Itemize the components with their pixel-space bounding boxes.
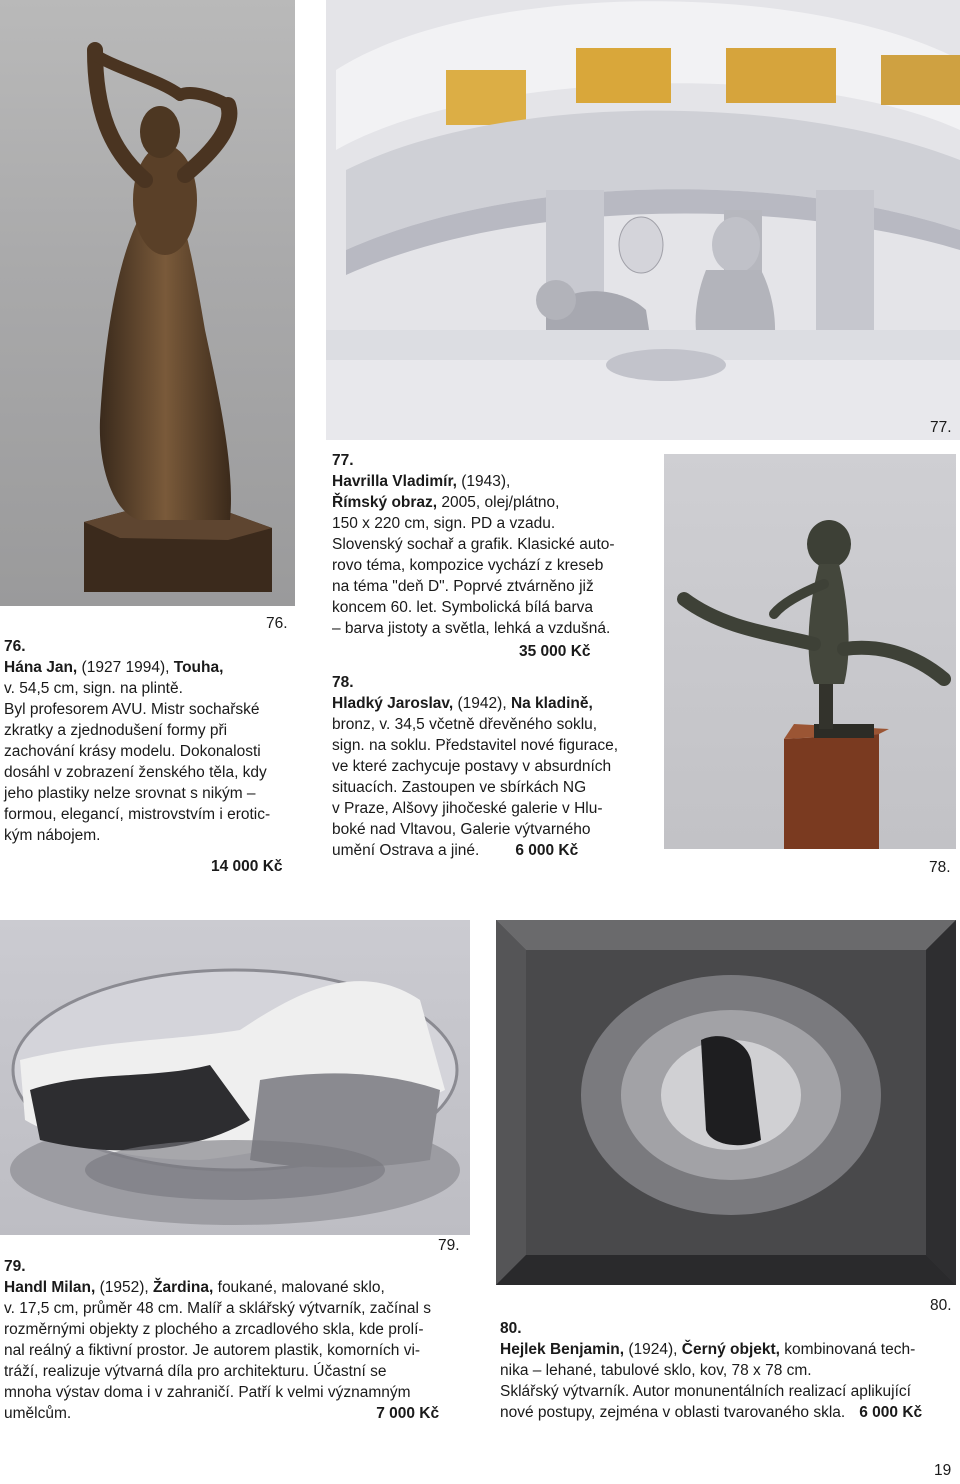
lot-76-line: zachování krásy modelu. Dokonalosti — [4, 743, 261, 760]
lot-76-years: (1927 1994), — [77, 659, 174, 676]
lot-77-line: – barva jistoty a světla, lehká a vzdušná. — [332, 620, 611, 637]
lot-78-text — [332, 672, 642, 861]
lot-77-number: 77. — [332, 452, 354, 469]
lot-76-number: 76. — [4, 638, 26, 655]
lot-77-line: rovo téma, kompozice vychází z kreseb — [332, 557, 604, 574]
lot-78-line: bronz, v. 34,5 včetně dřevěného soklu, — [332, 716, 598, 733]
lot-79-line: v. 17,5 cm, průměr 48 cm. Malíř a sklářský výtvarník, začínal s — [4, 1300, 431, 1317]
lot-77-title-line — [332, 492, 632, 513]
lot-78-years: (1942), — [453, 695, 511, 712]
lot-79-title: Žardina, — [153, 1279, 214, 1296]
lot-78-price: 6 000 Kč — [515, 842, 579, 859]
photo-label-79: 79. — [438, 1237, 460, 1254]
lot-79-last-text: umělcům. — [4, 1405, 72, 1422]
lot-78-line: sign. na soklu. Představitel nové figurace, — [332, 737, 619, 754]
page-number: 19 — [934, 1462, 952, 1479]
lot-78-title: Na kladině, — [510, 695, 593, 712]
lot-77-headline — [332, 471, 632, 492]
lot-79-headline — [4, 1277, 474, 1298]
lot-76-line: formou, elegancí, mistrovstvím i erotic- — [4, 806, 271, 823]
lot-80-last-text: nové postupy, zejména v oblasti tvarovaného skla. — [500, 1404, 846, 1421]
lot-78-author: Hladký Jaroslav, — [332, 695, 454, 712]
lot-76-title: Touha, — [173, 659, 224, 676]
lot-77-text — [332, 450, 632, 662]
lot-79-price: 7 000 Kč — [376, 1405, 440, 1422]
black-glass-object — [496, 920, 956, 1285]
lot-79-line: mnoha výstav doma i v zahraničí. Patří k velmi významným — [4, 1384, 411, 1401]
lot-78-line: v Praze, Alšovy jihočeské galerie v Hlu- — [332, 800, 603, 817]
lot-76-headline — [4, 657, 294, 678]
lot-79-number: 79. — [4, 1258, 26, 1275]
lot-78-headline — [332, 693, 642, 714]
lot-77-price: 35 000 Kč — [519, 643, 591, 660]
lot-77-line: koncem 60. let. Symbolická bílá barva — [332, 599, 594, 616]
lot-77-years: (1943), — [456, 473, 511, 490]
lot-79-line: nal reálný a fiktivní prostor. Je autorem plastik, komorních vi- — [4, 1342, 421, 1359]
lot-79-years: (1952), — [95, 1279, 154, 1296]
photo-label-76: 76. — [266, 615, 288, 632]
lot-76-author: Hána Jan, — [4, 659, 78, 676]
lot-79-author: Handl Milan, — [4, 1279, 96, 1296]
lot-80-line: Sklářský výtvarník. Autor monunentálních realizací aplikující — [500, 1383, 911, 1400]
photo-label-77: 77. — [930, 419, 952, 436]
lot-78-last-text: umění Ostrava a jiné. — [332, 842, 480, 859]
lot-80-author: Hejlek Benjamin, — [500, 1341, 625, 1358]
lot-76-price: 14 000 Kč — [211, 858, 283, 875]
lot-79-line: rozměrnými objekty z plochého a zrcadlového skla, kde prolí- — [4, 1321, 424, 1338]
photo-label-80: 80. — [930, 1297, 952, 1314]
lot-80-last-line — [500, 1402, 958, 1423]
photo-lot-78 — [664, 454, 956, 849]
photo-lot-77 — [326, 0, 960, 440]
lot-77-author: Havrilla Vladimír, — [332, 473, 457, 490]
lot-80-line: nika – lehané, tabulové sklo, kov, 78 x 78 cm. — [500, 1362, 812, 1379]
lot-77-technique: 2005, olej/plátno, — [437, 494, 560, 511]
lot-77-line: 150 x 220 cm, sign. PD a vzadu. — [332, 515, 556, 532]
roman-painting — [326, 0, 960, 440]
lot-78-line: boké nad Vltavou, Galerie výtvarného — [332, 821, 591, 838]
lot-80-price: 6 000 Kč — [859, 1404, 923, 1421]
lot-79-text — [4, 1256, 474, 1424]
lot-77-line: Slovenský sochař a grafik. Klasické auto- — [332, 536, 615, 553]
bronze-dancer-figure — [0, 0, 295, 606]
lot-77-line: na téma "deň D". Poprvé ztvárněno již — [332, 578, 594, 595]
lot-78-line: situacích. Zastoupen ve sbírkách NG — [332, 779, 587, 796]
lot-79-line: tráží, realizuje výtvarná díla pro architekturu. Účastní se — [4, 1363, 387, 1380]
photo-lot-76 — [0, 0, 295, 606]
lot-78-number: 78. — [332, 674, 354, 691]
lot-76-line: jeho plastiky nelze srovnat s nikým – — [4, 785, 256, 802]
lot-80-years: (1924), — [624, 1341, 682, 1358]
photo-lot-79 — [0, 920, 470, 1235]
photo-lot-80 — [496, 920, 956, 1285]
glass-bowl — [0, 920, 470, 1235]
bronze-acrobat-figure — [664, 454, 956, 849]
lot-80-headline — [500, 1339, 958, 1360]
lot-79-technique: foukané, malované sklo, — [213, 1279, 385, 1296]
lot-80-technique: kombinovaná tech- — [779, 1341, 916, 1358]
lot-76-line: Byl profesorem AVU. Mistr sochařské — [4, 701, 260, 718]
lot-77-title: Římský obraz, — [332, 494, 438, 511]
lot-76-line: kým nábojem. — [4, 827, 101, 844]
lot-78-last-line — [332, 840, 642, 861]
lot-79-last-line — [4, 1403, 474, 1424]
lot-80-title: Černý objekt, — [681, 1341, 780, 1358]
lot-80-number: 80. — [500, 1320, 522, 1337]
lot-80-text — [500, 1318, 958, 1423]
lot-76-line: dosáhl v zobrazení ženského těla, kdy — [4, 764, 267, 781]
lot-76-line: v. 54,5 cm, sign. na plintě. — [4, 680, 183, 697]
lot-76-line: zkratky a zjednodušení formy při — [4, 722, 228, 739]
lot-76-text — [4, 636, 294, 877]
photo-label-78: 78. — [929, 859, 951, 876]
lot-78-line: ve které zachycuje postavy v absurdních — [332, 758, 612, 775]
